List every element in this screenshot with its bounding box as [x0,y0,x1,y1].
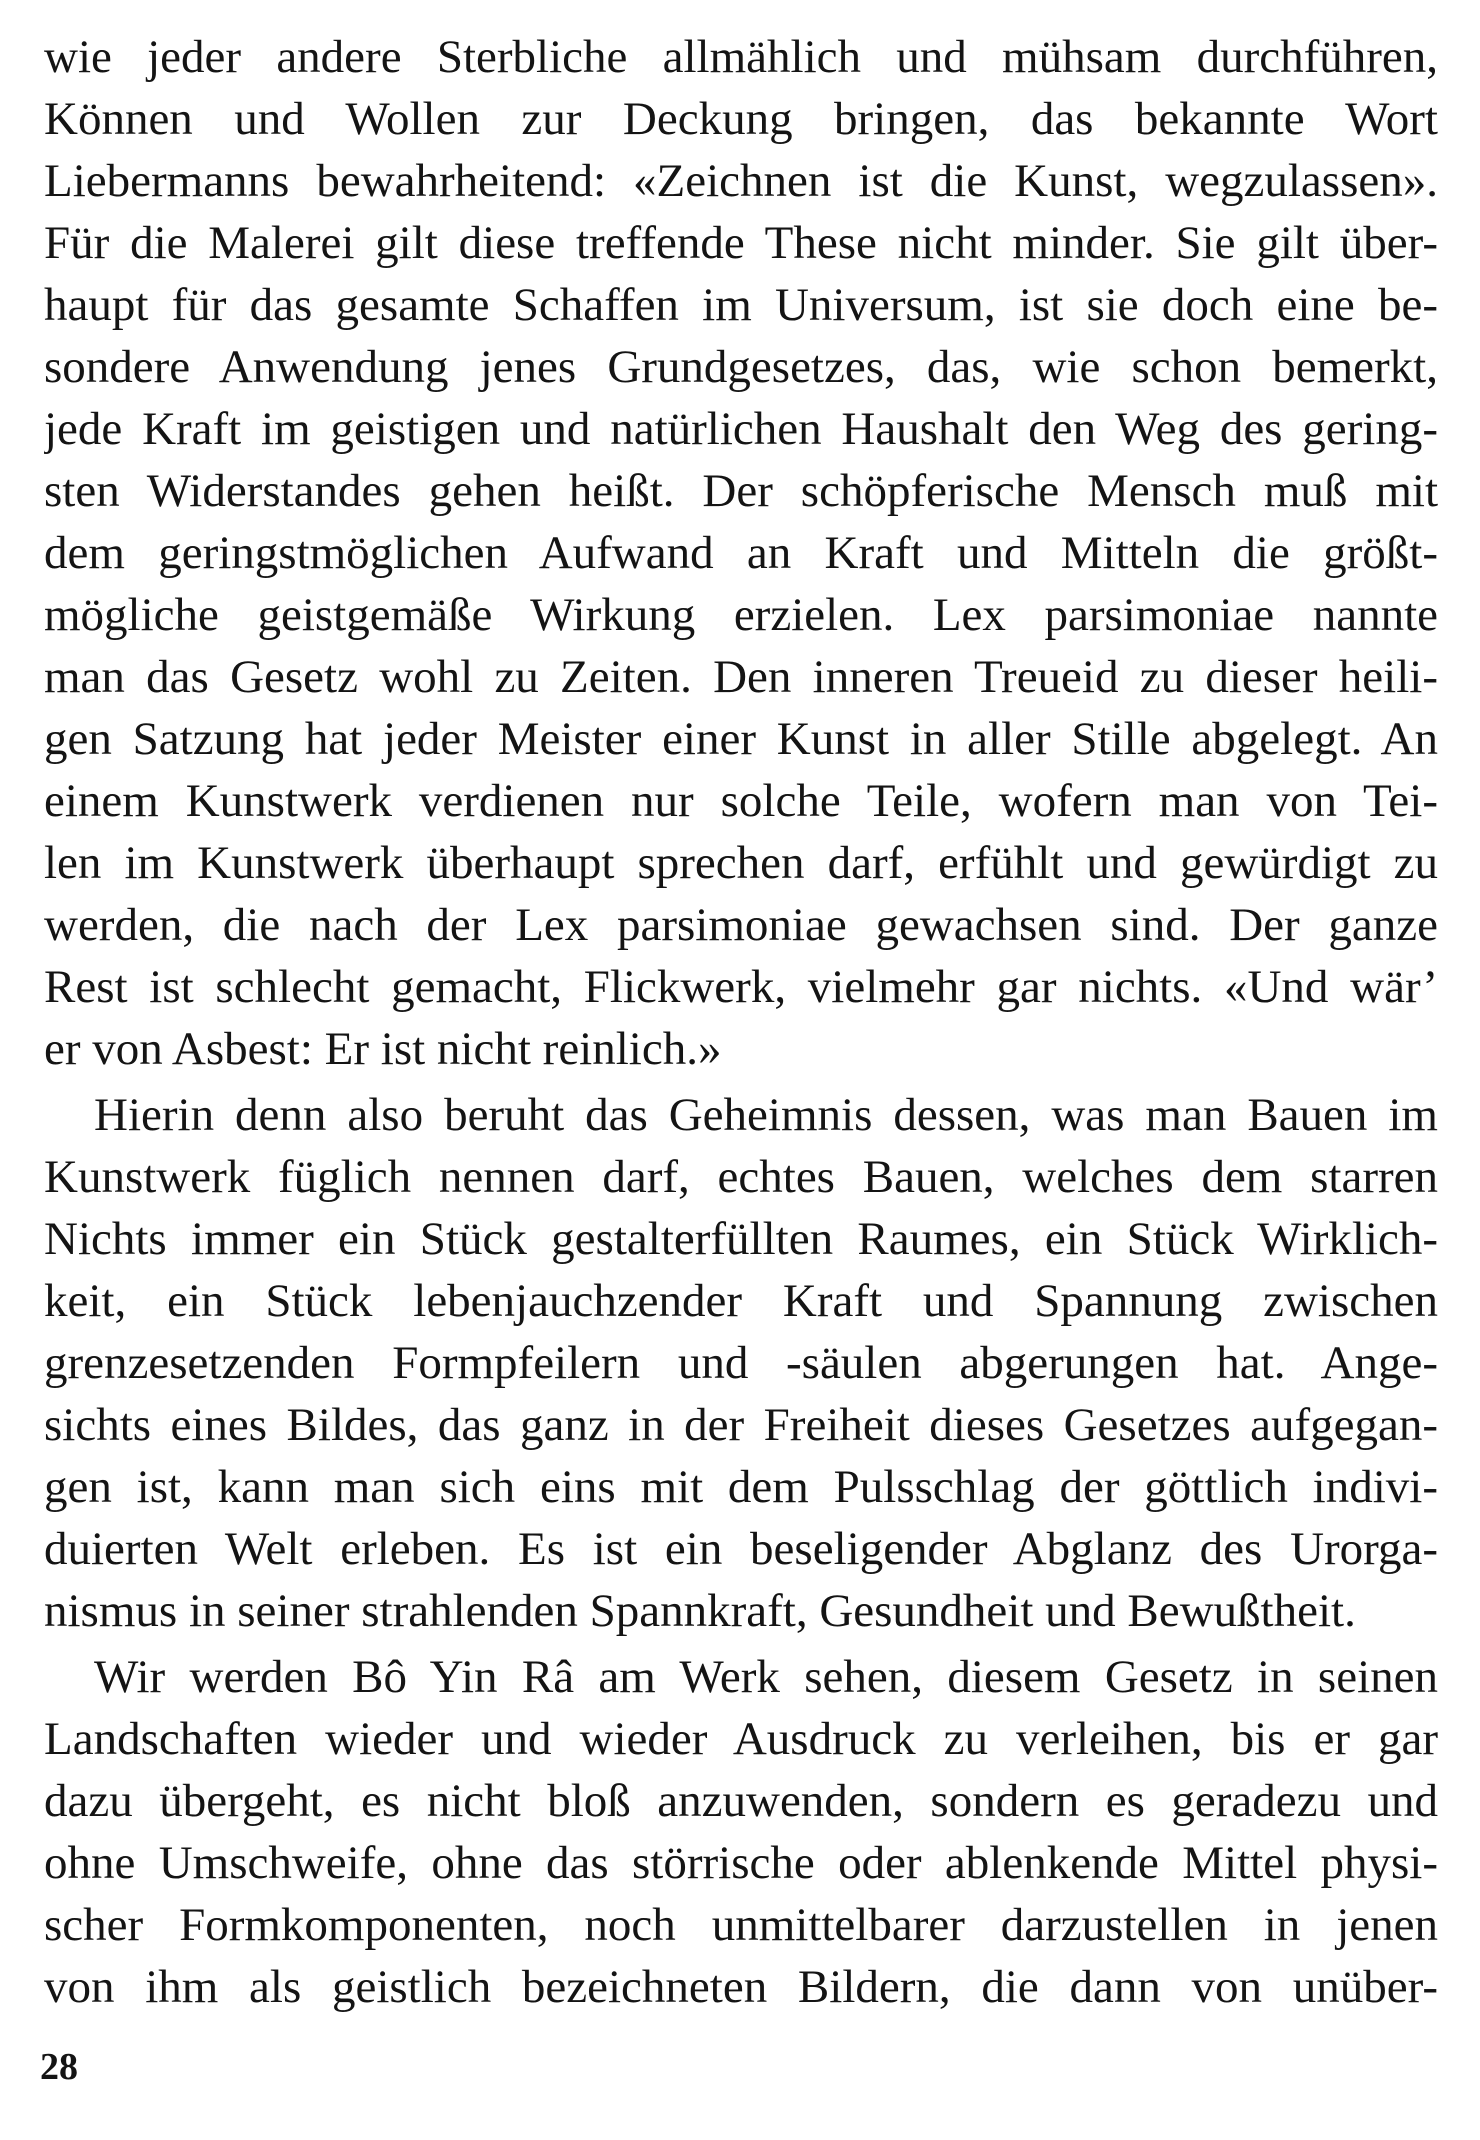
paragraph-3 [44,1646,1438,2018]
paragraph-2 [44,1084,1438,1642]
page-number: 28 [40,2046,78,2088]
text-line: dazu übergeht, es nicht bloß anzuwenden, sondern es geradezu und [44,1775,1438,1827]
text-line: keit, ein Stück lebenjauchzender Kraft und Spannung zwischen [44,1275,1438,1327]
text-line: Für die Malerei gilt diese treffende These nicht minder. Sie gilt über- [44,217,1438,269]
text-line: sichts eines Bildes, das ganz in der Freiheit dieses Gesetzes aufgegan- [44,1399,1438,1451]
text-line: ohne Umschweife, ohne das störrische oder ablenkende Mittel physi- [44,1837,1438,1889]
paragraph-1 [44,26,1438,1080]
text-line: einem Kunstwerk verdienen nur solche Teile, wofern man von Tei- [44,775,1438,827]
text-line: Hierin denn also beruht das Geheimnis dessen, was man Bauen im [94,1089,1438,1141]
text-line: jede Kraft im geistigen und natürlichen Haushalt den Weg des gering- [44,403,1438,455]
text-line: dem geringstmöglichen Aufwand an Kraft und Mitteln die größt- [44,527,1438,579]
text-line: werden, die nach der Lex parsimoniae gewachsen sind. Der ganze [44,899,1438,951]
text-line: wie jeder andere Sterbliche allmählich und mühsam durchführen, [44,31,1438,83]
text-line: gen Satzung hat jeder Meister einer Kunst in aller Stille abgelegt. An [44,713,1438,765]
text-line: Rest ist schlecht gemacht, Flickwerk, vielmehr gar nichts. «Und wär’ [44,961,1438,1013]
text-line: Nichts immer ein Stück gestalterfüllten Raumes, ein Stück Wirklich- [44,1213,1438,1265]
text-line: Kunstwerk füglich nennen darf, echtes Bauen, welches dem starren [44,1151,1438,1203]
text-line: sten Widerstandes gehen heißt. Der schöpferische Mensch muß mit [44,465,1438,517]
text-line: Liebermanns bewahrheitend: «Zeichnen ist die Kunst, wegzulassen». [44,155,1438,207]
text-line: sondere Anwendung jenes Grundgesetzes, das, wie schon bemerkt, [44,341,1438,393]
text-line: man das Gesetz wohl zu Zeiten. Den inneren Treueid zu dieser heili- [44,651,1438,703]
text-line: len im Kunstwerk überhaupt sprechen darf, erfühlt und gewürdigt zu [44,837,1438,889]
text-line: von ihm als geistlich bezeichneten Bildern, die dann von unüber- [44,1961,1438,2013]
body-text [44,26,1438,2018]
text-line: grenzesetzenden Formpfeilern und -säulen abgerungen hat. Ange- [44,1337,1438,1389]
text-line: mögliche geistgemäße Wirkung erzielen. Lex parsimoniae nannte [44,589,1438,641]
text-line: Landschaften wieder und wieder Ausdruck zu verleihen, bis er gar [44,1713,1438,1765]
text-line: Wir werden Bô Yin Râ am Werk sehen, diesem Gesetz in seinen [94,1651,1438,1703]
text-line: scher Formkomponenten, noch unmittelbarer darzustellen in jenen [44,1899,1438,1951]
text-line: haupt für das gesamte Schaffen im Universum, ist sie doch eine be- [44,279,1438,331]
text-line: duierten Welt erleben. Es ist ein beseligender Abglanz des Urorga- [44,1523,1438,1575]
text-line: nismus in seiner strahlenden Spannkraft, Gesundheit und Bewußtheit. [44,1585,1356,1637]
text-line: Können und Wollen zur Deckung bringen, das bekannte Wort [44,93,1438,145]
text-line: gen ist, kann man sich eins mit dem Pulsschlag der göttlich indivi- [44,1461,1438,1513]
text-line: er von Asbest: Er ist nicht reinlich.» [44,1023,722,1075]
